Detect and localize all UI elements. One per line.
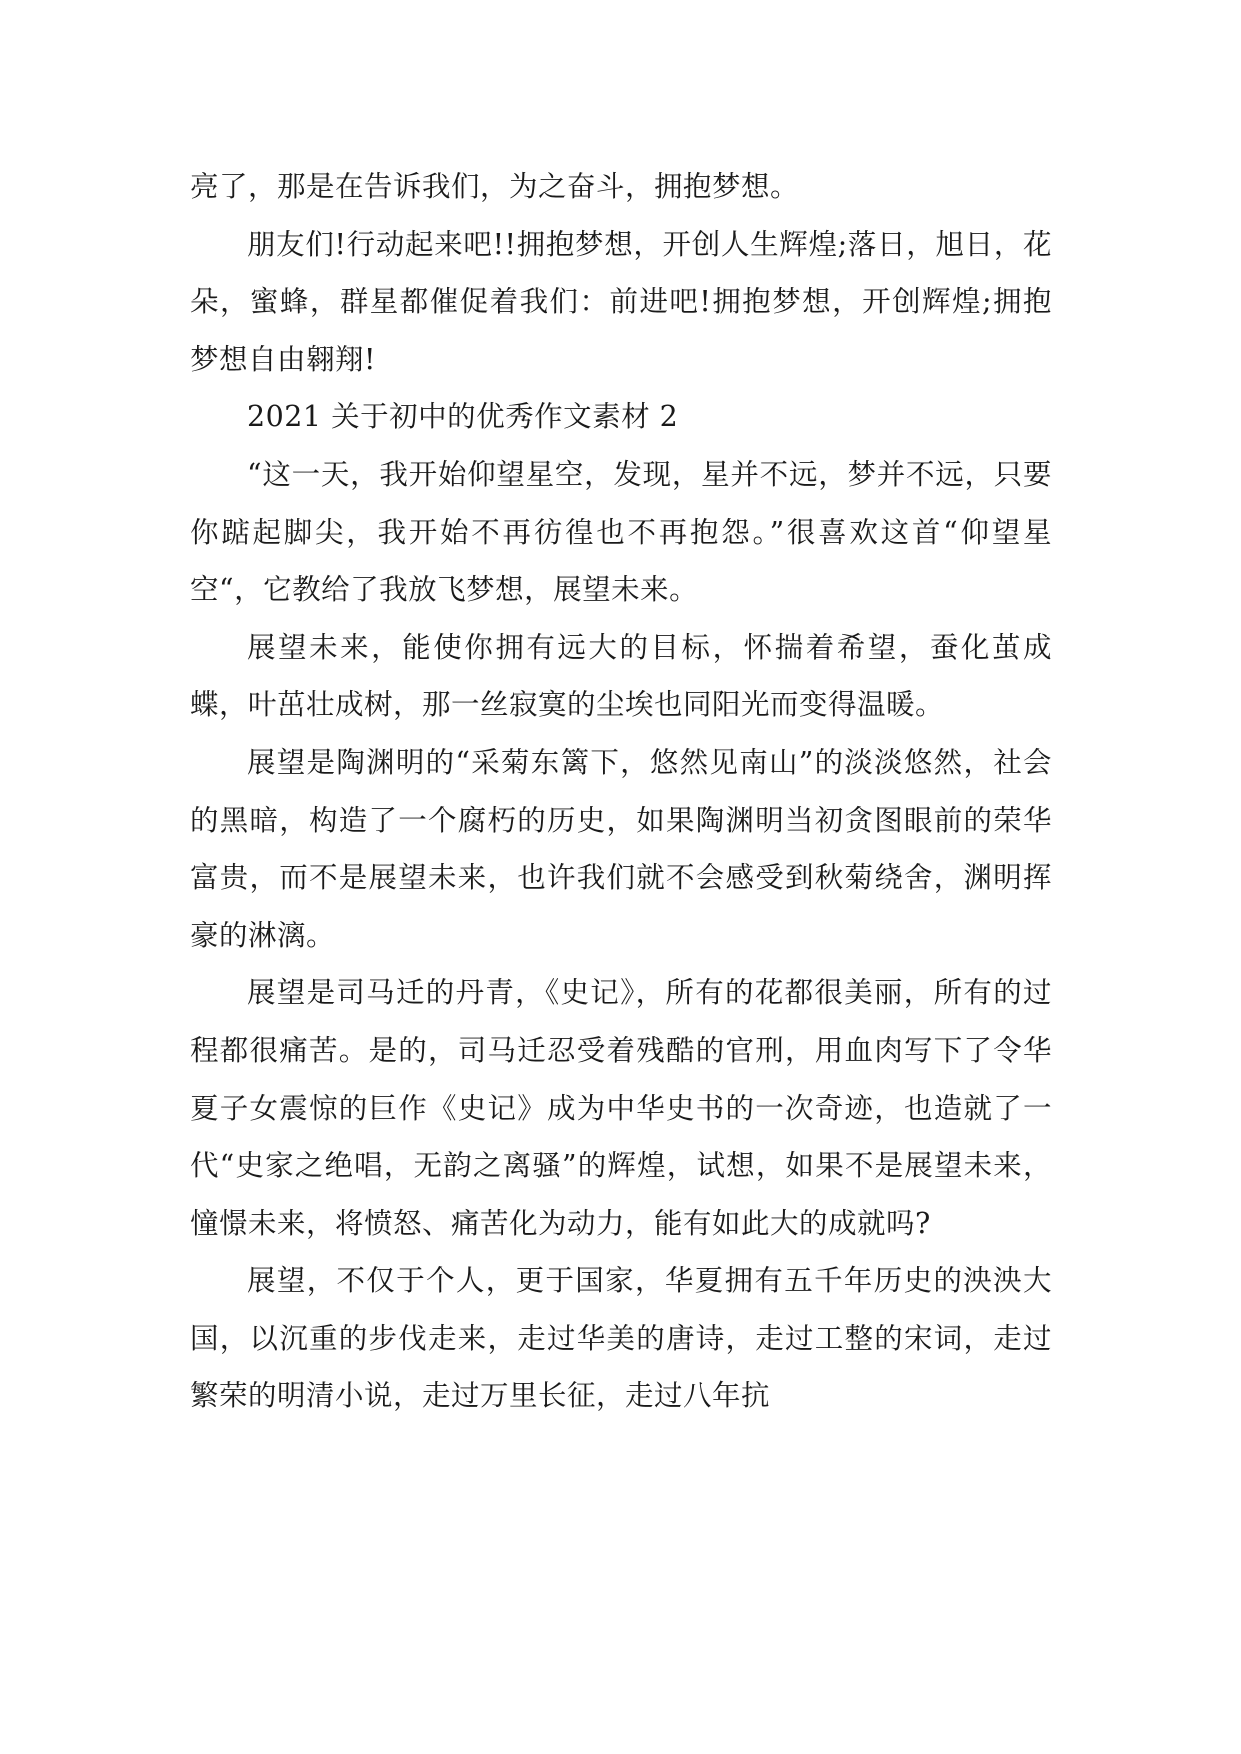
paragraph: 展望是陶渊明的“采菊东篱下，悠然见南山”的淡淡悠然，社会的黑暗，构造了一个腐朽的历史，如果陶渊明当初贪图眼前的荣华富贵，而不是展望未来，也许我们就不会感受到秋菊绕舍，渊明挥豪的淋漓。: [190, 745, 1052, 952]
paragraph: 朋友们!行动起来吧!!拥抱梦想，开创人生辉煌;落日，旭日，花朵，蜜蜂，群星都催促着我们：前进吧!拥抱梦想，开创辉煌;拥抱梦想自由翱翔!: [190, 227, 1052, 376]
paragraph: 展望是司马迁的丹青，《史记》，所有的花都很美丽，所有的过程都很痛苦。是的，司马迁忍受着残酷的官刑，用血肉写下了令华夏子女震惊的巨作《史记》成为中华史书的一次奇迹，也造就了一代“史家之绝唱，无韵之离骚”的辉煌，试想，如果不是展望未来，憧憬未来，将愤怒、痛苦化为动力，能有如此大的成就吗?: [190, 976, 1052, 1240]
paragraph: 展望，不仅于个人，更于国家，华夏拥有五千年历史的泱泱大国，以沉重的步伐走来，走过华美的唐诗，走过工整的宋词，走过繁荣的明清小说，走过万里长征，走过八年抗: [190, 1264, 1052, 1413]
document-page: [190, 158, 1052, 1425]
paragraph-continuation: 亮了，那是在告诉我们，为之奋斗，拥抱梦想。: [190, 170, 800, 203]
paragraph: “这一天，我开始仰望星空，发现，星并不远，梦并不远，只要你踮起脚尖，我开始不再彷徨也不再抱怨。”很喜欢这首“仰望星空“，它教给了我放飞梦想，展望未来。: [190, 457, 1052, 607]
paragraph: 展望未来，能使你拥有远大的目标，怀揣着希望，蚕化茧成蝶，叶茁壮成树，那一丝寂寞的尘埃也同阳光而变得温暖。: [190, 630, 1052, 722]
section-title: 2021 关于初中的优秀作文素材 2: [247, 400, 679, 434]
